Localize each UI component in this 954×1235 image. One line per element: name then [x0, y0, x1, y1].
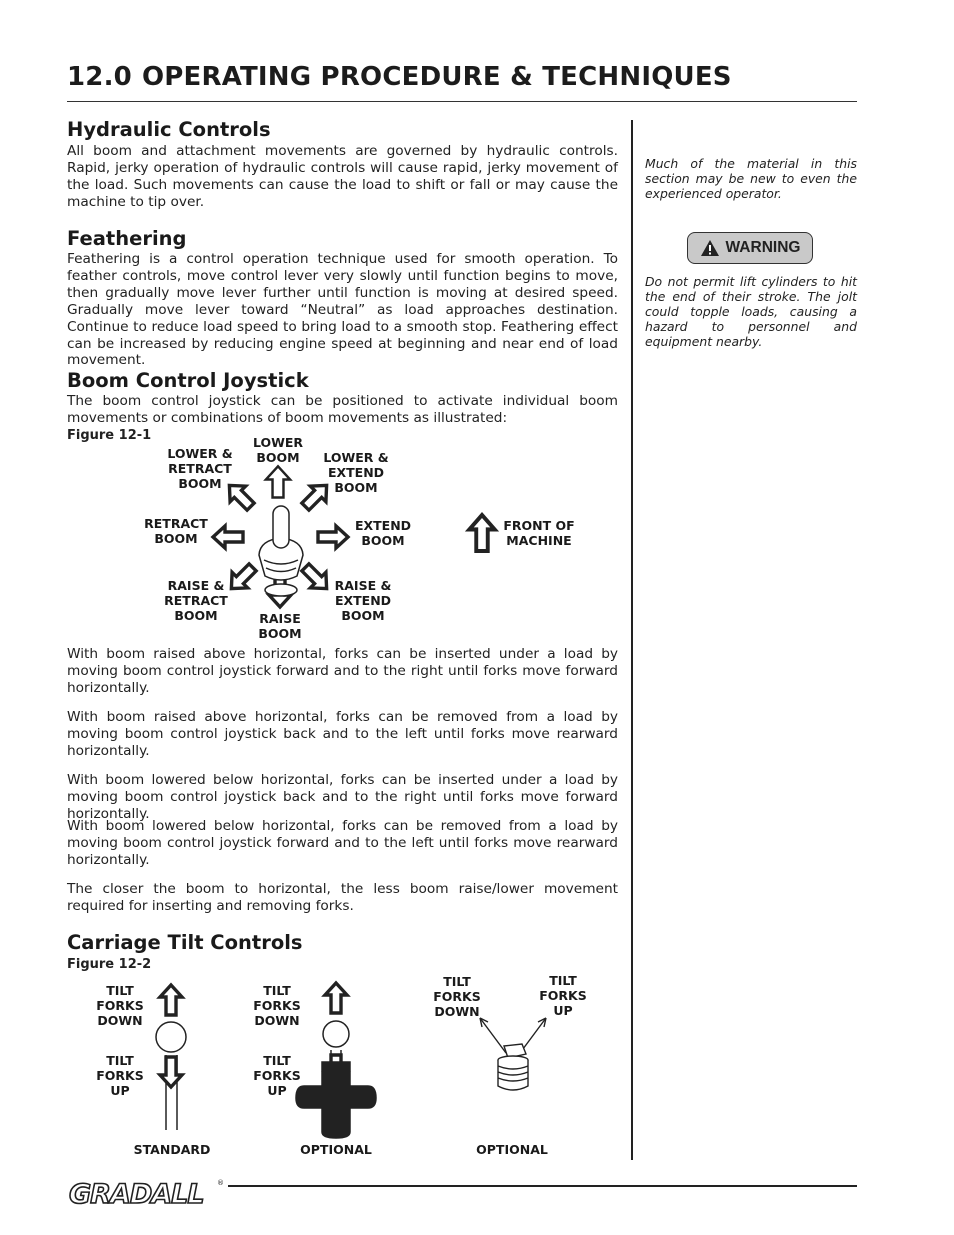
label-standard: STANDARD [133, 1142, 211, 1157]
sidebar-note: Much of the material in this section may be new to even the experienced operator. [645, 156, 857, 201]
gradall-logo [67, 1175, 227, 1209]
label-lower-extend: LOWER & EXTEND BOOM [323, 450, 389, 495]
arrow-right-icon [318, 526, 348, 548]
label-opt2-tilt-down: TILT FORKS DOWN [433, 974, 481, 1019]
footer-divider [228, 1185, 857, 1187]
standard-tilt-lever-icon [156, 985, 186, 1130]
paragraph-feathering: Feathering is a control operation technique used for smooth operation. To feather controls, move control lever very slowly until function begins to move, then gradually move lever further until function is moving at desired speed. Gradually move lever toward “Neutral” as load approaches destination. Continue to reduce load speed to bring load to a smooth stop. Feathering effect can be increased by reducing engine speed at beginning and near end of load movement. [67, 251, 618, 369]
label-lower-boom: LOWER BOOM [252, 435, 304, 465]
label-raise-boom: RAISE BOOM [258, 611, 302, 641]
heading-boom-control-joystick: Boom Control Joystick [67, 369, 309, 392]
arrow-up-right-icon [298, 478, 335, 515]
label-retract: RETRACT BOOM [144, 516, 208, 546]
arrow-up-icon [267, 467, 289, 497]
svg-text:®: ® [217, 1179, 224, 1187]
heading-carriage-tilt-controls: Carriage Tilt Controls [67, 931, 303, 954]
arrow-down-left-icon [224, 560, 261, 597]
label-raise-extend: RAISE & EXTEND BOOM [334, 578, 392, 623]
paragraph-boom-5: The closer the boom to horizontal, the less boom raise/lower movement required for inserting and removing forks. [67, 881, 618, 914]
label-std-tilt-up: TILT FORKS UP [96, 1053, 144, 1098]
paragraph-boom-4: With boom lowered below horizontal, forks can be removed from a load by moving boom control joystick forward and to the left until forks move rearward horizontally. [67, 818, 618, 868]
label-optional-1: OPTIONAL [300, 1142, 372, 1157]
label-front-of-machine: FRONT OF MACHINE [503, 518, 575, 548]
arrow-left-icon [213, 526, 243, 548]
front-of-machine-arrow-icon [469, 515, 494, 551]
label-opt1-tilt-down: TILT FORKS DOWN [253, 983, 301, 1028]
figure-12-2-caption: Figure 12-2 [67, 957, 152, 972]
paragraph-boom-intro: The boom control joystick can be positioned to activate individual boom movements or combinations of boom movements as illustrated: [67, 393, 618, 426]
paragraph-hydraulic: All boom and attachment movements are governed by hydraulic controls. Rapid, jerky operation of hydraulic controls will cause rapid, jerky movement of the load. Such movements can cause the load to shift or fall or may cause the machine to tip over. [67, 143, 618, 210]
warning-label: WARNING [725, 239, 801, 256]
paragraph-boom-3: With boom lowered below horizontal, forks can be inserted under a load by moving boom control joystick back and to the right until forks move forward horizontally. [67, 772, 618, 822]
label-opt1-tilt-up: TILT FORKS UP [253, 1053, 301, 1098]
heading-feathering: Feathering [67, 227, 187, 250]
label-optional-2: OPTIONAL [476, 1142, 548, 1157]
heading-hydraulic-controls: Hydraulic Controls [67, 118, 271, 141]
paragraph-boom-1: With boom raised above horizontal, forks can be inserted under a load by moving boom control joystick forward and to the right until forks move forward horizontally. [67, 646, 618, 696]
label-opt2-tilt-up: TILT FORKS UP [539, 973, 587, 1018]
optional-roller-switch-icon [480, 1018, 546, 1090]
chapter-title: OPERATING PROCEDURE & TECHNIQUES [141, 62, 732, 92]
paragraph-boom-2: With boom raised above horizontal, forks can be removed from a load by moving boom control joystick back and to the left until forks move rearward horizontally. [67, 709, 618, 759]
chapter-number: 12.0 [67, 62, 132, 92]
label-lower-retract: LOWER & RETRACT BOOM [167, 446, 233, 491]
figure-12-1-caption: Figure 12-1 [67, 428, 152, 443]
warning-text: Do not permit lift cylinders to hit the end of their stroke. The jolt could topple loads, causing a hazard to personnel and equipment nearby. [645, 274, 857, 349]
logo-text: GRADALL [69, 1179, 204, 1210]
warning-triangle-icon [700, 239, 720, 257]
label-raise-retract: RAISE & RETRACT BOOM [164, 578, 228, 623]
arrow-up-left-icon [222, 478, 259, 515]
arrow-down-right-icon [298, 560, 335, 597]
label-std-tilt-down: TILT FORKS DOWN [96, 983, 144, 1028]
label-extend: EXTEND BOOM [354, 518, 412, 548]
warning-badge [687, 232, 813, 264]
